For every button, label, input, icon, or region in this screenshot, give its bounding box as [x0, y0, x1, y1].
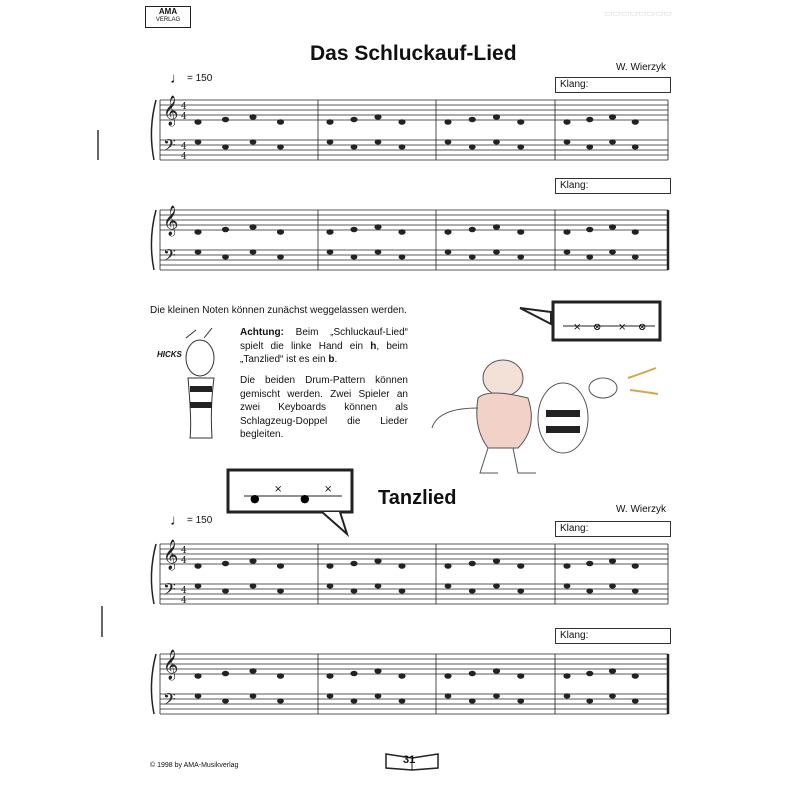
song2-tempo-value: = 150 — [187, 515, 213, 526]
svg-text:4: 4 — [181, 142, 187, 152]
cartoon-hicks-text: HICKS — [157, 350, 182, 359]
achtung-paragraph — [240, 326, 408, 367]
svg-text:𝄢: 𝄢 — [163, 245, 176, 269]
song2-tempo — [170, 510, 212, 527]
achtung-label: Achtung: — [240, 327, 284, 338]
header-faint-line: ▭▭▭▭▭▭▭▭ — [603, 8, 672, 18]
drum-pattern-bubble-2 — [222, 464, 362, 544]
copyright: © 1998 by AMA-Musikverlag — [150, 762, 239, 769]
svg-text:4: 4 — [181, 112, 187, 122]
quarter-note-icon: ♩ — [170, 70, 185, 87]
cartoon-illustration-right — [418, 348, 668, 483]
song2-klang-box-1: Klang: — [555, 521, 671, 537]
svg-text:4: 4 — [181, 152, 187, 162]
svg-text:⊗: ⊗ — [638, 322, 647, 333]
song1-composer: W. Wierzyk — [616, 62, 666, 73]
achtung-text-1: Beim „Schluckauf-Lied“ spielt die linke Hand ein — [240, 327, 408, 352]
svg-text:×: × — [618, 322, 627, 333]
svg-text:●: ● — [300, 492, 310, 505]
achtung-end: . — [334, 354, 338, 365]
drum-pattern-paragraph: Die beiden Drum-Pattern können gemischt werden. Zwei Spieler an zwei Keyboards können als Schlagzeug-Doppel die Lieder begleiten. — [240, 375, 408, 440]
svg-text:𝄞: 𝄞 — [163, 206, 179, 236]
song1-tempo-value: = 150 — [187, 73, 213, 84]
logo-bottom: VERLAG — [155, 17, 181, 23]
svg-text:4: 4 — [181, 586, 187, 596]
svg-text:4: 4 — [181, 102, 187, 112]
svg-text:𝄢: 𝄢 — [163, 135, 176, 159]
svg-text:⊗: ⊗ — [593, 322, 602, 333]
svg-text:4: 4 — [181, 556, 187, 566]
song1-title: Das Schluckauf-Lied — [310, 42, 517, 65]
cartoon-figure-left — [152, 328, 232, 448]
drum-pattern-bubble-1 — [515, 296, 665, 346]
song1-klang-box-1: Klang: — [555, 77, 671, 93]
svg-text:4: 4 — [181, 596, 187, 606]
svg-text:×: × — [274, 484, 283, 495]
song2-klang-box-2: Klang: — [555, 628, 671, 644]
song2-title: Tanzlied — [378, 487, 457, 509]
svg-text:×: × — [573, 322, 582, 333]
achtung-h: h — [370, 340, 377, 352]
svg-text:𝄞: 𝄞 — [163, 540, 179, 570]
svg-text:×: × — [324, 484, 333, 495]
svg-text:𝄢: 𝄢 — [163, 689, 176, 713]
song2-composer: W. Wierzyk — [616, 504, 666, 515]
song1-klang-box-2: Klang: — [555, 178, 671, 194]
note-text: Die kleinen Noten können zunächst weggelassen werden. — [150, 305, 407, 316]
quarter-note-icon-2: ♩ — [170, 512, 185, 529]
achtung-b: b — [328, 354, 335, 365]
svg-text:●: ● — [250, 492, 260, 505]
achtung-text-2: , beim „Tanzlied“ ist es ein — [240, 340, 408, 365]
page-number: 31 — [403, 754, 416, 766]
svg-text:𝄞: 𝄞 — [163, 650, 179, 680]
svg-text:𝄢: 𝄢 — [163, 579, 176, 603]
svg-text:𝄞: 𝄞 — [163, 96, 179, 126]
logo-top: AMA — [158, 7, 178, 16]
svg-text:4: 4 — [181, 546, 187, 556]
